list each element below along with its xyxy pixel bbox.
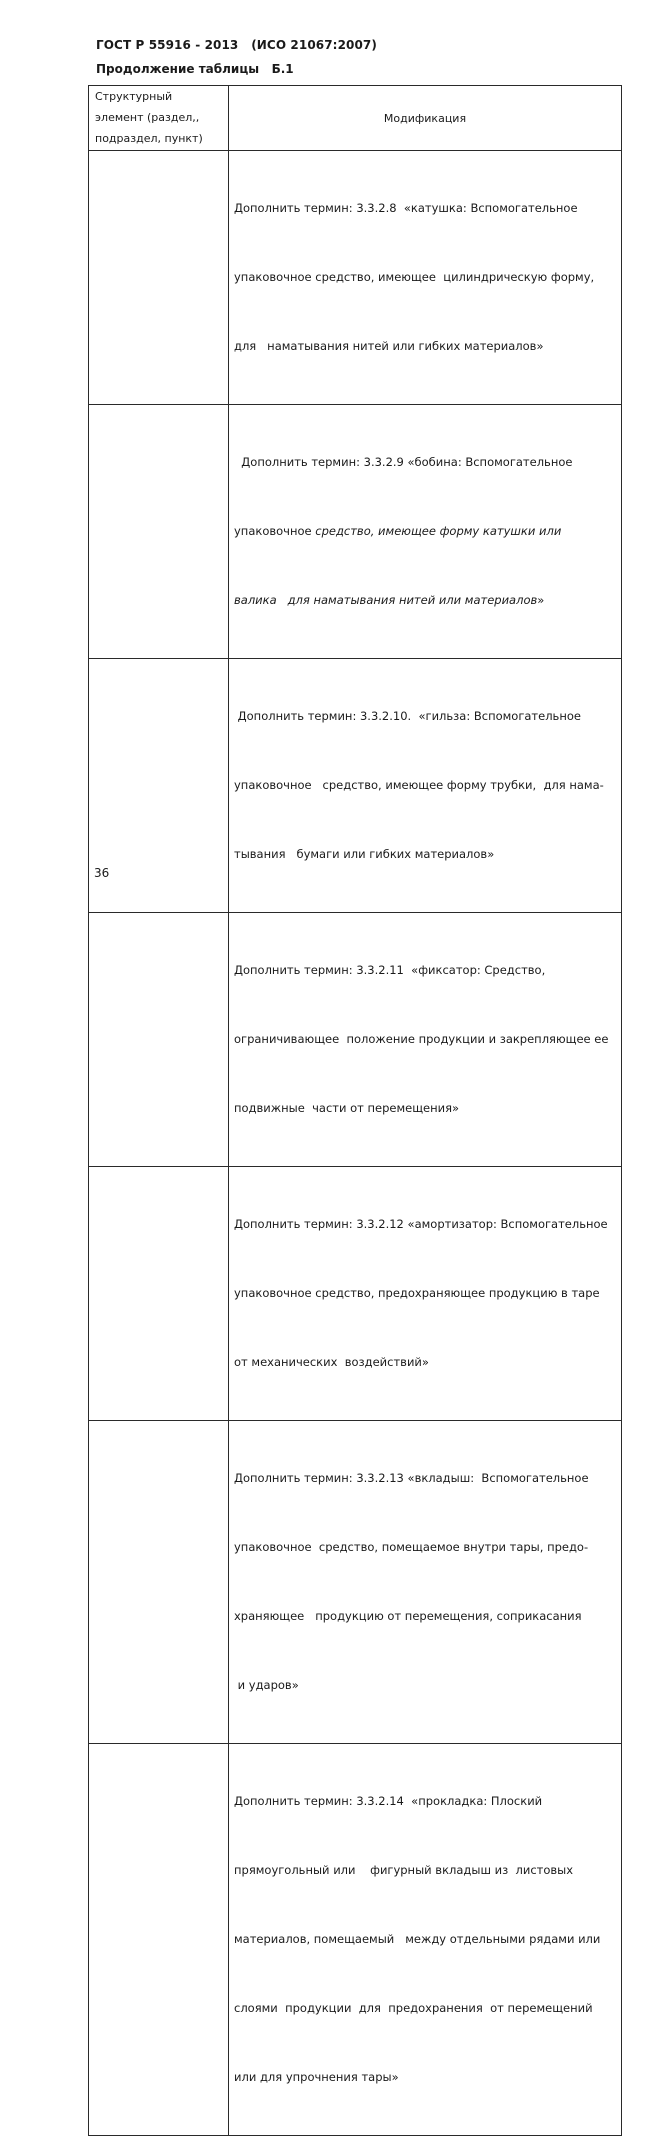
text-line: упаковочное средство, имеющее форму трубки, для нама- [234, 778, 604, 792]
structural-element-cell [89, 1744, 229, 2136]
text-line: упаковочное средство, имеющее цилиндрическую форму, [234, 270, 595, 284]
text-line: от механических воздействий» [234, 1355, 429, 1369]
text-segment: » [537, 593, 545, 607]
modification-cell [229, 1744, 622, 2136]
text-line: или для упрочнения тары» [234, 2070, 399, 2084]
table-row [89, 405, 622, 659]
text-line: храняющее продукцию от перемещения, соприкасания [234, 1609, 582, 1623]
table-continuation-label: Продолжение таблицы Б.1 [96, 62, 294, 76]
structural-element-cell [89, 1421, 229, 1744]
table-header-row [89, 86, 622, 151]
document-title: ГОСТ Р 55916 - 2013 (ИСО 21067:2007) [96, 38, 377, 52]
text-line: Дополнить термин: 3.3.2.13 «вкладыш: Вспомогательное [234, 1471, 589, 1485]
text-line: для наматывания нитей или гибких материалов» [234, 339, 544, 353]
text-line: ограничивающее положение продукции и закрепляющее ее [234, 1032, 609, 1046]
text-line: подвижные части от перемещения» [234, 1101, 460, 1115]
table-row [89, 1167, 622, 1421]
structural-element-cell [89, 151, 229, 405]
header-line: подраздел, пункт) [95, 132, 203, 145]
modification-cell [229, 151, 622, 405]
modification-cell [229, 1421, 622, 1744]
modification-cell [229, 405, 622, 659]
italic-text-segment: средство, имеющее форму катушки или [315, 524, 562, 538]
modification-cell [229, 913, 622, 1167]
structural-element-cell [89, 1167, 229, 1421]
text-line: прямоугольный или фигурный вкладыш из листовых [234, 1863, 574, 1877]
table-row [89, 913, 622, 1167]
text-line: упаковочное средство, предохраняющее продукцию в таре [234, 1286, 600, 1300]
table-row [89, 151, 622, 405]
text-line: упаковочное средство, помещаемое внутри тары, предо- [234, 1540, 589, 1554]
structural-element-cell [89, 659, 229, 913]
text-line: Дополнить термин: 3.3.2.11 «фиксатор: Средство, [234, 963, 546, 977]
italic-text-segment: валика для наматывания нитей или материалов [234, 593, 538, 607]
modification-cell [229, 1167, 622, 1421]
table-row [89, 1421, 622, 1744]
text-line [234, 589, 617, 612]
modification-cell [229, 659, 622, 913]
text-line: тывания бумаги или гибких материалов» [234, 847, 495, 861]
text-line: Дополнить термин: 3.3.2.10. «гильза: Вспомогательное [234, 709, 581, 723]
page-number: 36 [94, 866, 110, 880]
text-line: слоями продукции для предохранения от перемещений [234, 2001, 593, 2015]
text-line: Дополнить термин: 3.3.2.14 «прокладка: Плоский [234, 1794, 543, 1808]
structural-element-cell [89, 913, 229, 1167]
text-line [234, 520, 617, 543]
column-header-modification: Модификация [229, 86, 622, 151]
column-header-structural-element [89, 86, 229, 151]
text-line: Дополнить термин: 3.3.2.9 «бобина: Вспомогательное [234, 455, 573, 469]
text-line: материалов, помещаемый между отдельными рядами или [234, 1932, 601, 1946]
text-line: Дополнить термин: 3.3.2.8 «катушка: Вспомогательное [234, 201, 578, 215]
text-segment: упаковочное [234, 524, 316, 538]
table-row [89, 1744, 622, 2136]
text-line: Дополнить термин: 3.3.2.12 «амортизатор: Вспомогательное [234, 1217, 608, 1231]
table-row [89, 659, 622, 913]
structural-element-cell [89, 405, 229, 659]
text-line: и ударов» [234, 1678, 299, 1692]
header-line: Структурный [95, 90, 173, 103]
header-line: элемент (раздел,, [95, 111, 200, 124]
modification-table [88, 85, 622, 2136]
